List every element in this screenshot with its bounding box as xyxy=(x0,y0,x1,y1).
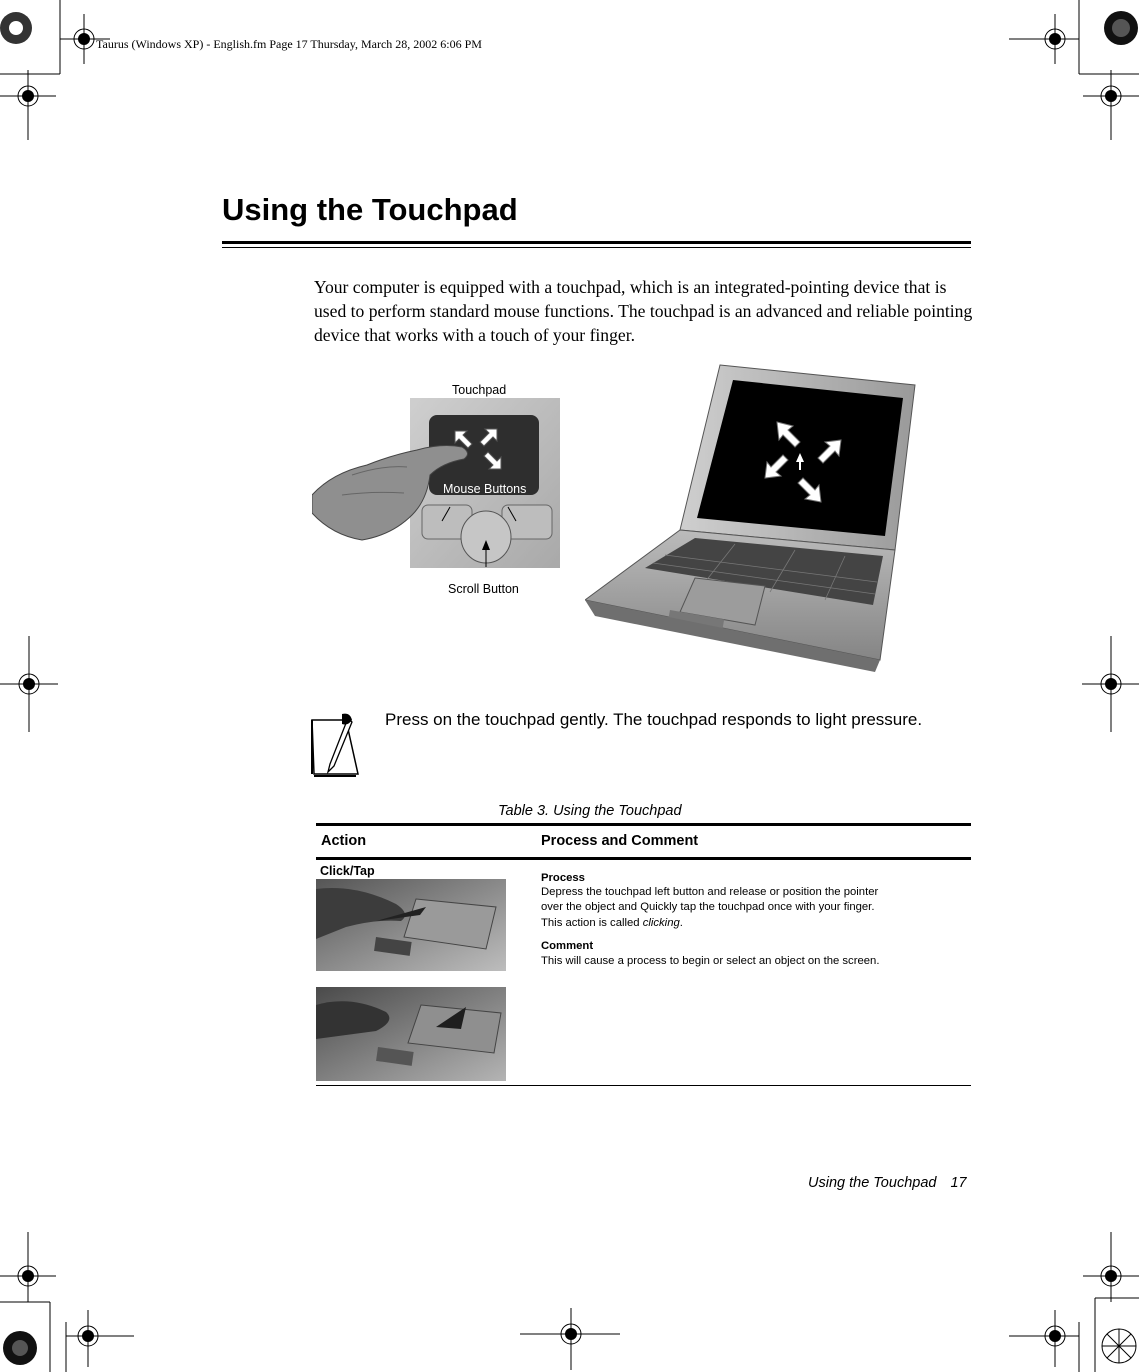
note-pencil-icon xyxy=(308,712,364,780)
registration-marks-bottom-right xyxy=(999,1232,1139,1372)
registration-mark-mid-left xyxy=(0,636,60,736)
page-title: Using the Touchpad xyxy=(222,192,518,227)
process-line-3-emphasis: clicking xyxy=(642,917,680,929)
note-text: Press on the touchpad gently. The touchpad responds to light pressure. xyxy=(385,710,923,729)
table-header-process: Process and Comment xyxy=(541,833,699,849)
row-action-click-tap: Click/Tap xyxy=(320,864,375,878)
page-number: 17 xyxy=(950,1175,967,1191)
row-comment-heading: Comment xyxy=(541,940,594,952)
page-footer xyxy=(808,1175,967,1191)
footer-section: Using the Touchpad xyxy=(808,1175,937,1191)
label-touchpad: Touchpad xyxy=(452,383,507,397)
click-tap-photo-1 xyxy=(316,879,506,971)
registration-mark-bottom-center xyxy=(520,1300,620,1372)
registration-mark-mid-right xyxy=(1080,636,1139,736)
label-scroll-button: Scroll Button xyxy=(448,582,519,596)
registration-marks-top-right xyxy=(999,0,1139,140)
label-mouse-buttons: Mouse Buttons xyxy=(443,482,527,496)
table-caption: Table 3. Using the Touchpad xyxy=(498,803,682,819)
row-process-line-3 xyxy=(541,916,683,932)
table-header-action: Action xyxy=(321,833,367,849)
row-process-line-1: Depress the touchpad left button and release or position the pointer xyxy=(541,886,879,898)
laptop-illustration xyxy=(585,360,925,680)
row-process-heading: Process xyxy=(541,872,585,884)
click-tap-photo-2 xyxy=(316,987,506,1081)
title-rule xyxy=(222,241,971,244)
process-line-3-prefix: This action is called xyxy=(541,917,643,929)
row-process-line-2: over the object and Quickly tap the touchpad once with your finger. xyxy=(541,901,875,913)
table-top-rule xyxy=(316,823,971,826)
print-header: Taurus (Windows XP) - English.fm Page 17 Thursday, March 28, 2002 6:06 PM xyxy=(96,37,482,51)
table-header-rule xyxy=(316,857,971,860)
table-bottom-rule xyxy=(316,1085,971,1086)
row-comment-text: This will cause a process to begin or select an object on the screen. xyxy=(541,955,880,967)
intro-paragraph: Your computer is equipped with a touchpad, which is an integrated-pointing device that is used to perform standard mouse functions. The touchpad is an advanced and reliable pointing device that works with a touch of your finger. xyxy=(314,277,973,345)
process-line-3-suffix: . xyxy=(679,917,683,929)
registration-marks-bottom-left xyxy=(0,1232,140,1372)
registration-marks-top-left xyxy=(0,0,140,140)
title-rule-thin xyxy=(222,247,971,248)
